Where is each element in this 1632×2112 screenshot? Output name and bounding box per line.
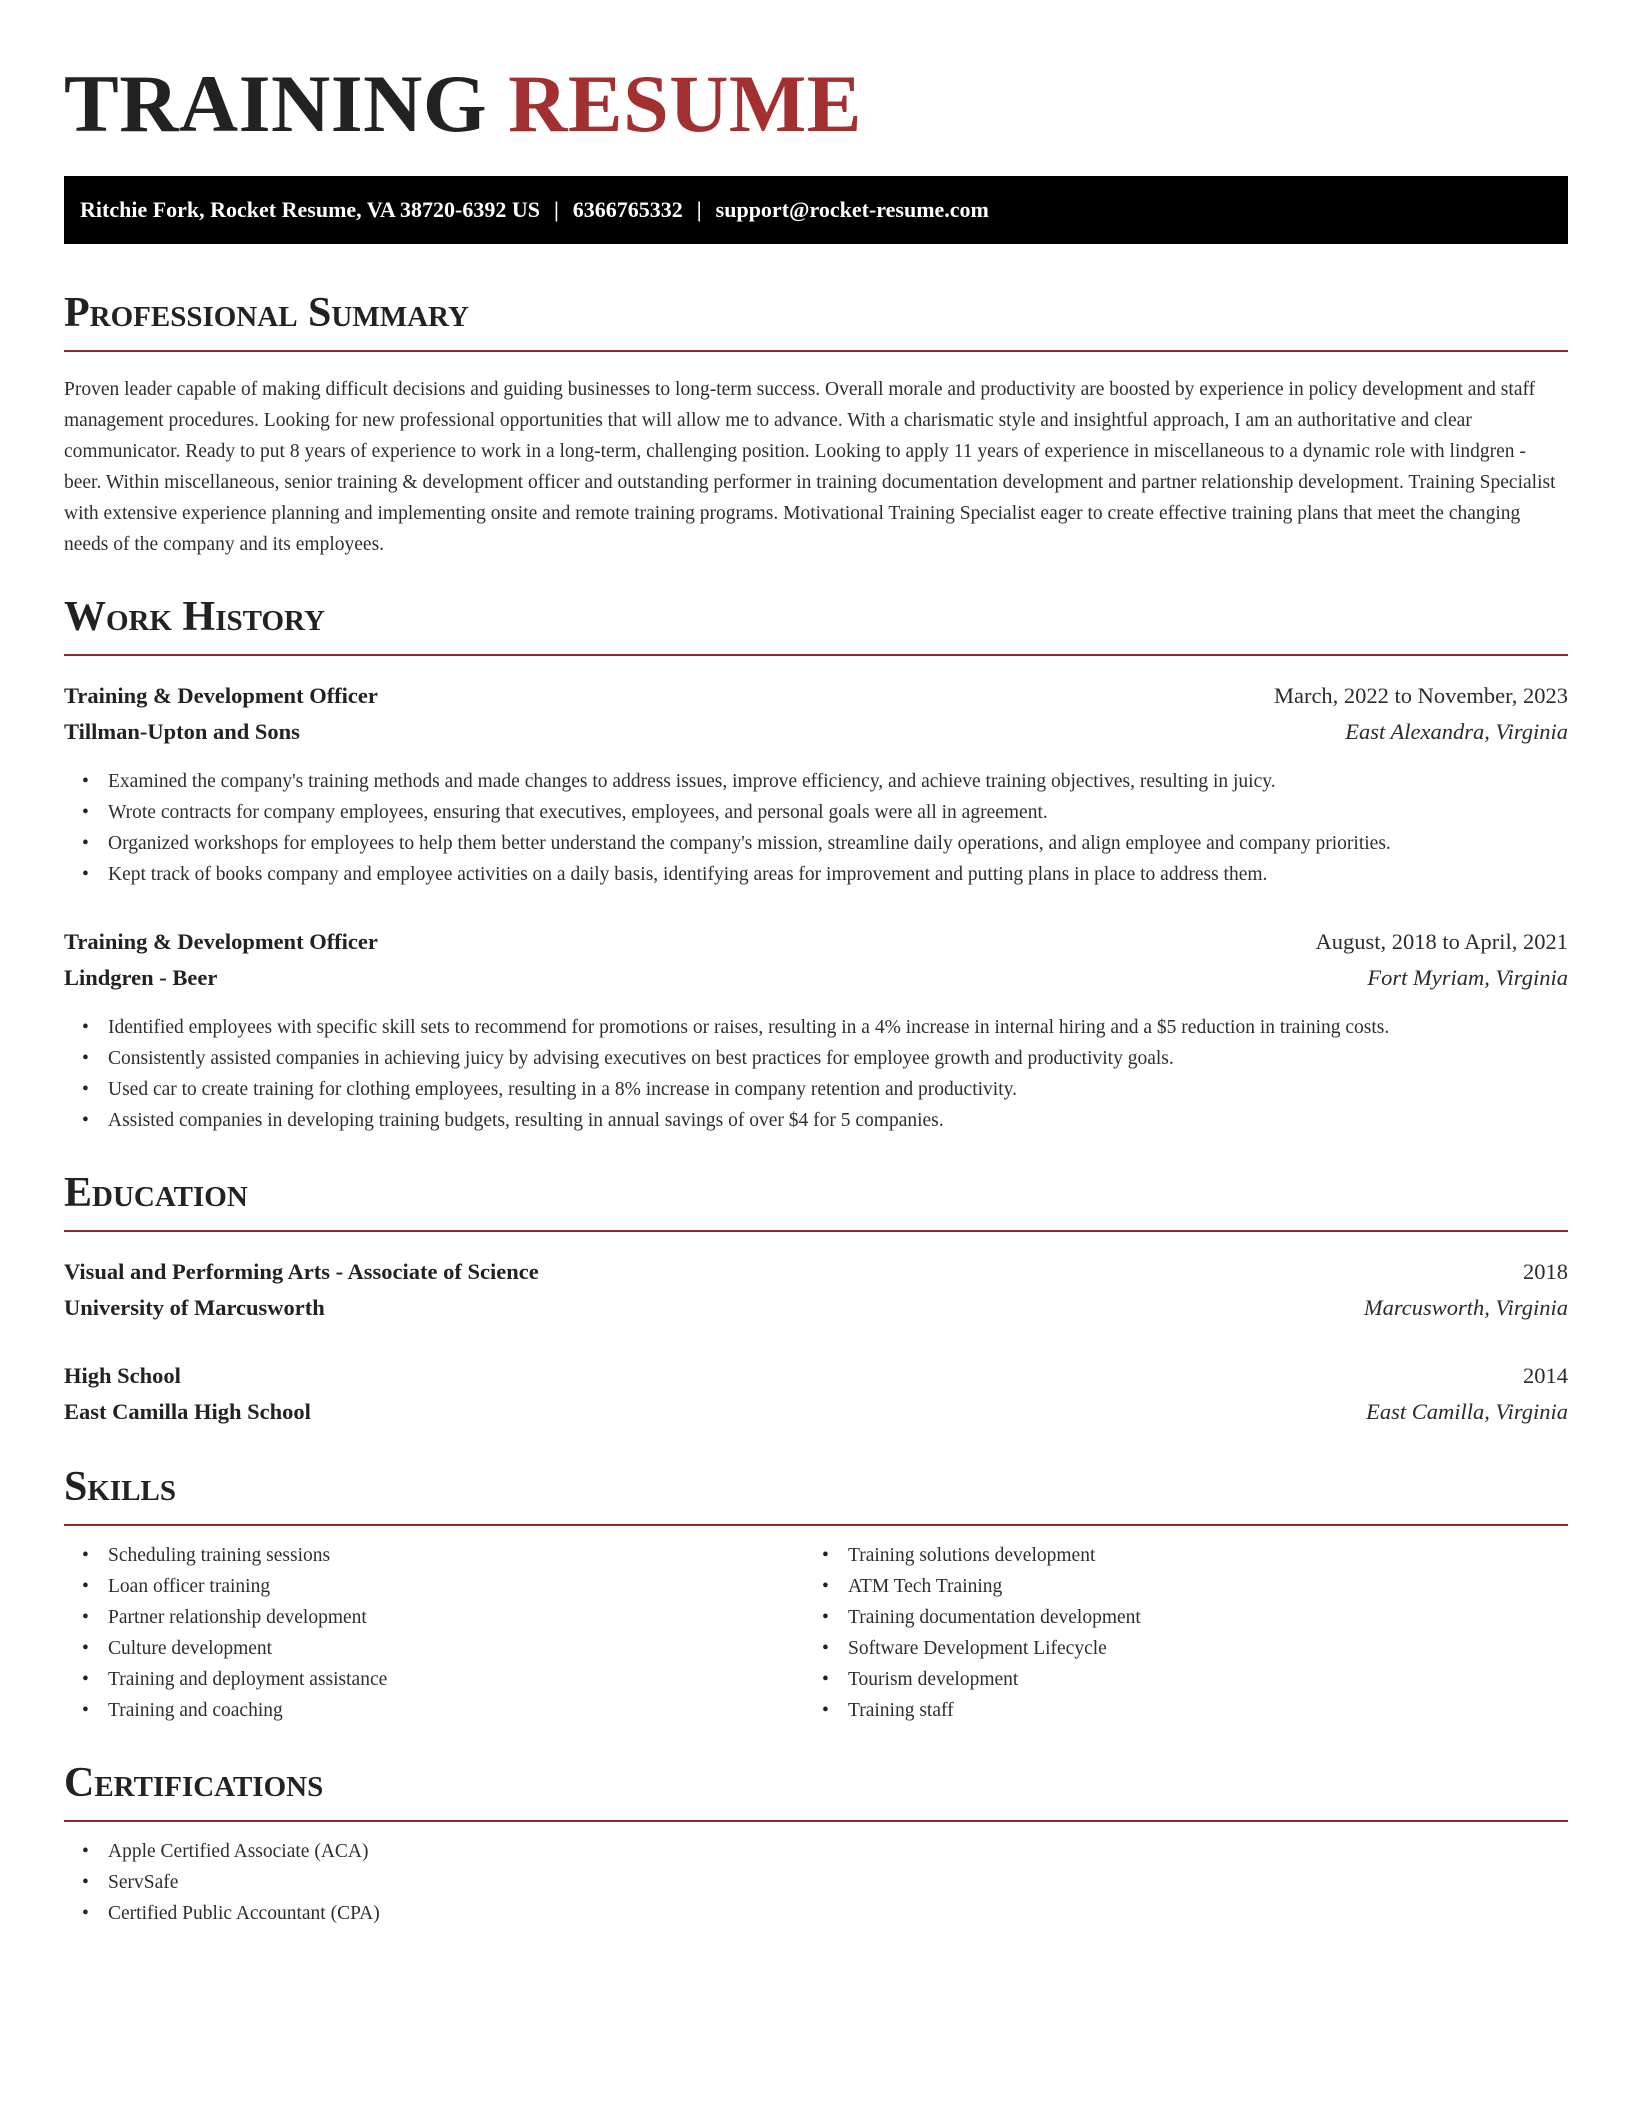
job-location: Fort Myriam, Virginia xyxy=(1367,965,1568,990)
skill-item: • Training documentation development xyxy=(804,1602,1544,1633)
job-bullets xyxy=(64,1012,1568,1136)
summary-text: Proven leader capable of making difficult decisions and guiding businesses to long-term success. Overall morale and productivity are boosted by experience in policy development and staff management procedures. Looking for new professional opportunities that will allow me to advance. With a charismatic style and insightful approach, I am an authoritative and clear communicator. Ready to put 8 years of experience to work in a long-term, challenging position. Looking to apply 11 years of experience in miscellaneous to a dynamic role with lindgren - beer. Within miscellaneous, senior training & development officer and outstanding performer in training documentation development and partner relationship development. Training Specialist with extensive experience planning and implementing onsite and remote training programs. Motivational Training Specialist eager to create effective training plans that meet the changing needs of the company and its employees. xyxy=(64,379,1556,555)
education-entry xyxy=(64,1358,1568,1430)
job-dates: August, 2018 to April, 2021 xyxy=(1315,929,1568,954)
section-divider xyxy=(64,1230,1568,1232)
job-dates: March, 2022 to November, 2023 xyxy=(1273,683,1568,708)
job-bullet: • Wrote contracts for company employees, ensuring that executives, employees, and personal goals were all in agreement. xyxy=(64,797,1568,828)
resume-title xyxy=(64,0,1568,152)
education-year: 2018 xyxy=(1523,1259,1568,1284)
education-location: Marcusworth, Virginia xyxy=(1363,1295,1568,1320)
job-header-row xyxy=(64,678,1568,714)
education-school: East Camilla High School xyxy=(64,1399,311,1424)
job-company: Lindgren - Beer xyxy=(64,965,218,990)
skills-section xyxy=(64,1460,1568,1726)
resume-page xyxy=(64,0,1568,1929)
skills-list-left xyxy=(64,1540,804,1726)
work-history-heading: Work History xyxy=(64,594,325,640)
skill-item: • Scheduling training sessions xyxy=(64,1540,804,1571)
job-bullets xyxy=(64,766,1568,890)
certification-item: • ServSafe xyxy=(64,1867,1568,1898)
skill-item: • Training solutions development xyxy=(804,1540,1544,1571)
job-bullet: • Examined the company's training methods and made changes to address issues, improve efficiency, and achieve training objectives, resulting in juicy. xyxy=(64,766,1568,797)
job-title: Training & Development Officer xyxy=(64,929,378,954)
section-divider xyxy=(64,654,1568,656)
section-divider xyxy=(64,1524,1568,1526)
certifications-section xyxy=(64,1756,1568,1929)
skill-item: • Partner relationship development xyxy=(64,1602,804,1633)
job-bullet: • Used car to create training for clothing employees, resulting in a 8% increase in company retention and productivity. xyxy=(64,1074,1568,1105)
education-heading: Education xyxy=(64,1170,248,1216)
job-bullet: • Consistently assisted companies in achieving juicy by advising executives on best practices for employee growth and productivity goals. xyxy=(64,1043,1568,1074)
job-title: Training & Development Officer xyxy=(64,683,378,708)
skill-item: • Culture development xyxy=(64,1633,804,1664)
summary-heading: Professional Summary xyxy=(64,290,469,336)
job-company-row xyxy=(64,960,1568,996)
contact-separator: | xyxy=(553,197,559,222)
skill-item: • Loan officer training xyxy=(64,1571,804,1602)
education-school-row xyxy=(64,1290,1568,1326)
summary-section xyxy=(64,286,1568,560)
title-accent: RESUME xyxy=(508,58,862,149)
contact-phone[interactable]: 6366765332 xyxy=(572,197,683,222)
work-history-section xyxy=(64,590,1568,1136)
skill-item: • Training and coaching xyxy=(64,1695,804,1726)
skills-heading: Skills xyxy=(64,1464,177,1510)
education-school: University of Marcusworth xyxy=(64,1295,325,1320)
job-bullet: • Identified employees with specific skill sets to recommend for promotions or raises, resulting in a 4% increase in internal hiring and a $5 reduction in training costs. xyxy=(64,1012,1568,1043)
job-location: East Alexandra, Virginia xyxy=(1345,719,1568,744)
education-location: East Camilla, Virginia xyxy=(1366,1399,1568,1424)
job-bullet: • Kept track of books company and employee activities on a daily basis, identifying areas for improvement and putting plans in place to address them. xyxy=(64,859,1568,890)
skill-item: • Software Development Lifecycle xyxy=(804,1633,1544,1664)
certification-item: • Apple Certified Associate (ACA) xyxy=(64,1836,1568,1867)
certifications-list xyxy=(64,1836,1568,1929)
certifications-heading: Certifications xyxy=(64,1760,324,1806)
skill-item: • Tourism development xyxy=(804,1664,1544,1695)
skills-list-right xyxy=(804,1540,1544,1726)
contact-email[interactable]: support@rocket-resume.com xyxy=(715,197,989,222)
education-school-row xyxy=(64,1394,1568,1430)
skills-columns xyxy=(64,1540,1568,1726)
skill-item: • Training and deployment assistance xyxy=(64,1664,804,1695)
job-company-row xyxy=(64,714,1568,750)
job-bullet: • Assisted companies in developing training budgets, resulting in annual savings of over $4 for 5 companies. xyxy=(64,1105,1568,1136)
certification-item: • Certified Public Accountant (CPA) xyxy=(64,1898,1568,1929)
skill-item: • ATM Tech Training xyxy=(804,1571,1544,1602)
education-degree: Visual and Performing Arts - Associate of Science xyxy=(64,1259,539,1284)
education-entry xyxy=(64,1254,1568,1326)
contact-address: Ritchie Fork, Rocket Resume, VA 38720-6392 US xyxy=(80,197,540,222)
education-degree: High School xyxy=(64,1363,181,1388)
job-bullet: • Organized workshops for employees to help them better understand the company's mission, streamline daily operations, and align employee and company priorities. xyxy=(64,828,1568,859)
skill-item: • Training staff xyxy=(804,1695,1544,1726)
education-year: 2014 xyxy=(1523,1363,1568,1388)
education-section xyxy=(64,1166,1568,1430)
section-divider xyxy=(64,1820,1568,1822)
job-entry xyxy=(64,924,1568,1136)
section-divider xyxy=(64,350,1568,352)
title-primary: TRAINING xyxy=(64,58,488,149)
contact-separator: | xyxy=(696,197,702,222)
job-header-row xyxy=(64,924,1568,960)
job-entry xyxy=(64,678,1568,890)
education-degree-row xyxy=(64,1358,1568,1394)
contact-bar xyxy=(64,176,1568,244)
education-degree-row xyxy=(64,1254,1568,1290)
job-company: Tillman-Upton and Sons xyxy=(64,719,300,744)
